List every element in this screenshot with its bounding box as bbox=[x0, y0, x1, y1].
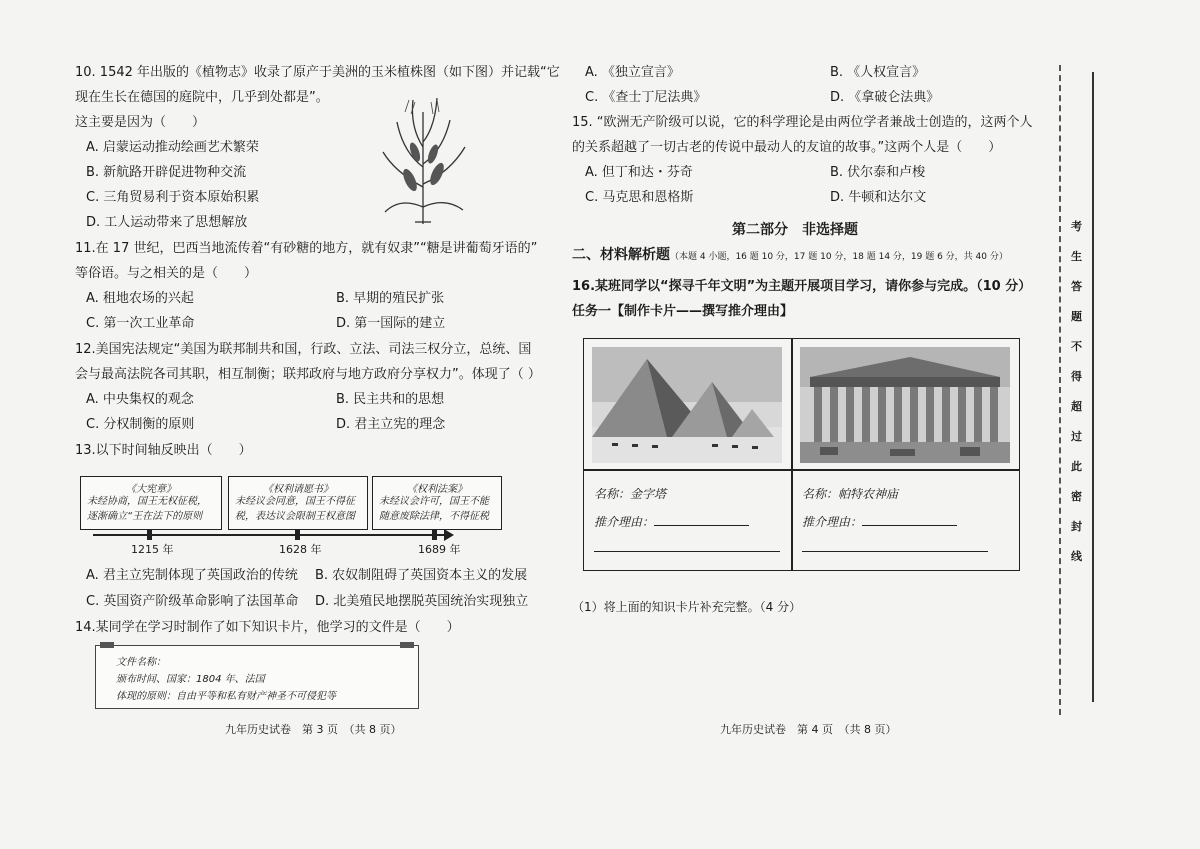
q13-option-d: D. 北美殖民地摆脱英国统治实现独立 bbox=[315, 594, 529, 609]
reason-blank-line[interactable] bbox=[594, 551, 780, 552]
corn-plant-illustration bbox=[375, 92, 470, 227]
card-name-parthenon bbox=[802, 485, 898, 502]
binding-char: 不 bbox=[1071, 340, 1082, 353]
q12-option-b: B. 民主共和的思想 bbox=[336, 392, 445, 407]
q10-option-b: B. 新航路开辟促进物种交流 bbox=[86, 165, 247, 180]
timeline-year: 1215 年 bbox=[131, 543, 174, 556]
timeline-tick bbox=[295, 530, 300, 540]
q10-option-c: C. 三角贸易利于资本原始积累 bbox=[86, 190, 260, 205]
binding-char: 超 bbox=[1071, 400, 1082, 413]
card-name-pyramid bbox=[594, 485, 666, 502]
q10-line1: 10. 1542 年出版的《植物志》收录了原产于美洲的玉米植株图（如下图）并记载“它 bbox=[75, 65, 560, 80]
section-two-note: （本题 4 小题，16 题 10 分，17 题 10 分，18 题 14 分，19 题 6 分，共 40 分） bbox=[670, 252, 1008, 262]
q15-option-a: A. 但丁和达・芬奇 bbox=[585, 165, 693, 180]
q13-option-b: B. 农奴制阻碍了英国资本主义的发展 bbox=[315, 568, 528, 583]
card-reason-label: 推介理由： bbox=[802, 515, 863, 529]
q16-card-table bbox=[583, 338, 1020, 571]
q15-line2: 的关系超越了一切古老的传说中最动人的友谊的故事。”这两个人是（ ） bbox=[572, 140, 1002, 155]
card-name-label: 名称： bbox=[594, 487, 631, 501]
q16-task1: 任务一【制作卡片——撰写推介理由】 bbox=[572, 304, 794, 319]
q10-option-a: A. 启蒙运动推动绘画艺术繁荣 bbox=[86, 140, 259, 155]
binding-char: 考 bbox=[1071, 220, 1082, 233]
q14-option-b: B. 《人权宣言》 bbox=[830, 65, 926, 80]
q10-option-d: D. 工人运动带来了思想解放 bbox=[86, 215, 248, 230]
part-two-title: 第二部分 非选择题 bbox=[732, 222, 858, 238]
timeline-doc-title: 《大宪章》 bbox=[126, 484, 176, 495]
card-name-label: 名称： bbox=[802, 487, 839, 501]
table-divider bbox=[584, 469, 1019, 471]
q15-line1: 15. “欧洲无产阶级可以说，它的科学理论是由两位学者兼战士创造的，这两个人 bbox=[572, 115, 1033, 130]
binding-char: 密 bbox=[1071, 490, 1082, 503]
timeline-doc-text: 未经议会许可，国王不能随意废除法律，不得征税 bbox=[379, 496, 489, 522]
binding-solid-line bbox=[1092, 72, 1094, 702]
q15-option-c: C. 马克思和恩格斯 bbox=[585, 190, 694, 205]
q11-line1: 11.在 17 世纪，巴西当地流传着“有砂糖的地方，就有奴隶”“糖是讲葡萄牙语的” bbox=[75, 241, 538, 256]
q16-line1: 16.某班同学以“探寻千年文明”为主题开展项目学习，请你参与完成。（10 分） bbox=[572, 279, 1032, 294]
q10-line2: 现在生长在德国的庭院中，几乎到处都是”。 bbox=[75, 90, 329, 105]
timeline-year: 1628 年 bbox=[279, 543, 322, 556]
card-reason-parthenon bbox=[802, 513, 957, 530]
timeline-doc-title: 《权利法案》 bbox=[407, 484, 467, 495]
q14-knowledge-card bbox=[95, 645, 419, 709]
card-name-value: 金字塔 bbox=[630, 487, 667, 501]
card-line: 体现的原则：自由平等和私有财产神圣不可侵犯等 bbox=[116, 691, 336, 702]
q14-option-a: A. 《独立宣言》 bbox=[585, 65, 680, 80]
q15-option-b: B. 伏尔泰和卢梭 bbox=[830, 165, 926, 180]
binding-char: 题 bbox=[1071, 310, 1082, 323]
q13-line1: 13.以下时间轴反映出（ ） bbox=[75, 443, 252, 458]
timeline-year: 1689 年 bbox=[418, 543, 461, 556]
q11-line2: 等俗语。与之相关的是（ ） bbox=[75, 266, 258, 281]
timeline-doc-text: 未经议会同意，国王不得征税，表达议会限制王权意图 bbox=[235, 496, 355, 522]
pin-icon bbox=[400, 642, 414, 648]
timeline-box-magna-carta bbox=[80, 476, 222, 530]
q16-sub1: （1）将上面的知识卡片补充完整。（4 分） bbox=[572, 600, 802, 614]
q11-option-a: A. 租地农场的兴起 bbox=[86, 291, 194, 306]
q12-option-c: C. 分权制衡的原则 bbox=[86, 417, 195, 432]
reason-blank-line[interactable] bbox=[862, 525, 957, 526]
reason-blank-line[interactable] bbox=[802, 551, 988, 552]
q15-option-d: D. 牛顿和达尔文 bbox=[830, 190, 927, 205]
q12-option-a: A. 中央集权的观念 bbox=[86, 392, 194, 407]
section-two-heading bbox=[572, 246, 1008, 266]
card-reason-pyramid bbox=[594, 513, 749, 530]
card-name-value: 帕特农神庙 bbox=[838, 487, 899, 501]
page-footer-left: 九年历史试卷 第 3 页 （共 8 页） bbox=[225, 723, 402, 736]
q14-line1: 14.某同学在学习时制作了如下知识卡片，他学习的文件是（ ） bbox=[75, 620, 460, 635]
reason-blank-line[interactable] bbox=[654, 525, 749, 526]
binding-char: 线 bbox=[1071, 550, 1082, 563]
q13-option-c: C. 英国资产阶级革命影响了法国革命 bbox=[86, 594, 299, 609]
q13-option-a: A. 君主立宪制体现了英国政治的传统 bbox=[86, 568, 298, 583]
binding-char: 封 bbox=[1071, 520, 1082, 533]
page-footer-right: 九年历史试卷 第 4 页 （共 8 页） bbox=[720, 723, 897, 736]
q11-option-b: B. 早期的殖民扩张 bbox=[336, 291, 445, 306]
binding-dashed-line bbox=[1059, 65, 1061, 715]
pin-icon bbox=[100, 642, 114, 648]
timeline-tick bbox=[147, 530, 152, 540]
table-divider bbox=[791, 339, 793, 570]
binding-char: 生 bbox=[1071, 250, 1082, 263]
q12-line1: 12.美国宪法规定“美国为联邦制共和国，行政、立法、司法三权分立，总统、国 bbox=[75, 342, 532, 357]
q14-option-c: C. 《查士丁尼法典》 bbox=[585, 90, 707, 105]
q12-line2: 会与最高法院各司其职，相互制衡；联邦政府与地方政府分享权力”。体现了（ ） bbox=[75, 367, 541, 382]
timeline-doc-title: 《权利请愿书》 bbox=[263, 484, 333, 495]
binding-char: 得 bbox=[1071, 370, 1082, 383]
q10-line3: 这主要是因为（ ） bbox=[75, 115, 206, 130]
q11-option-d: D. 第一国际的建立 bbox=[336, 316, 446, 331]
timeline-box-petition-of-right bbox=[228, 476, 368, 530]
binding-char: 此 bbox=[1071, 460, 1082, 473]
card-reason-label: 推介理由： bbox=[594, 515, 655, 529]
q12-option-d: D. 君主立宪的理念 bbox=[336, 417, 446, 432]
timeline-arrow-icon bbox=[444, 529, 454, 541]
timeline-doc-text: 未经协商，国王无权征税，逐渐确立“王在法下的原则 bbox=[87, 496, 207, 522]
timeline-box-bill-of-rights bbox=[372, 476, 502, 530]
binding-char: 过 bbox=[1071, 430, 1082, 443]
binding-char: 答 bbox=[1071, 280, 1082, 293]
q14-option-d: D. 《拿破仑法典》 bbox=[830, 90, 940, 105]
parthenon-photo bbox=[800, 347, 1010, 463]
timeline-tick bbox=[432, 530, 437, 540]
card-line: 颁布时间、国家：1804 年、法国 bbox=[116, 674, 265, 685]
pyramids-photo bbox=[592, 347, 782, 463]
q11-option-c: C. 第一次工业革命 bbox=[86, 316, 195, 331]
section-two-title: 二、材料解析题 bbox=[572, 247, 670, 263]
card-line: 文件名称： bbox=[116, 657, 166, 668]
